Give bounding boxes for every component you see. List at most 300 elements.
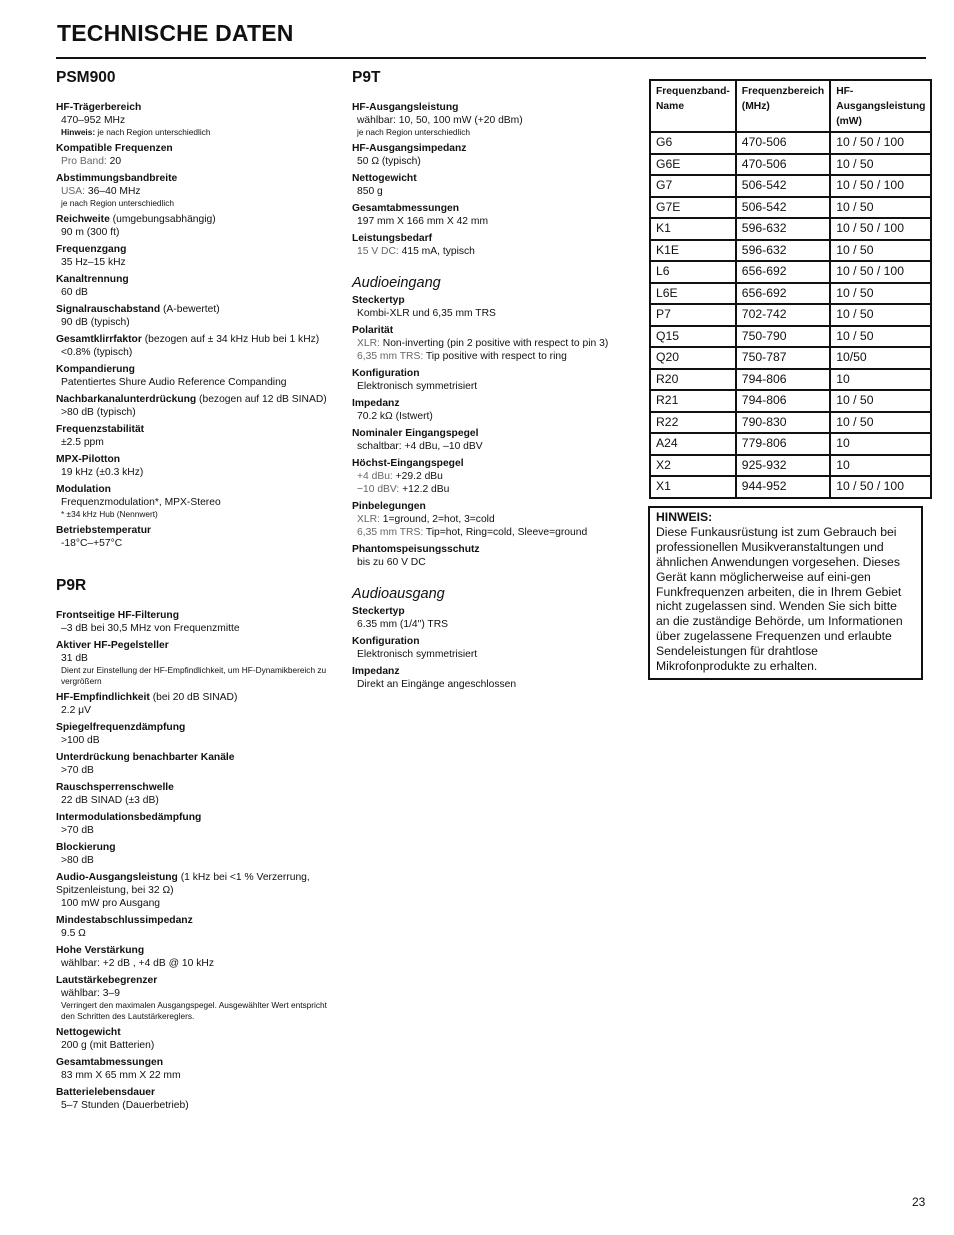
spec-value-text: 19 kHz (±0.3 kHz): [61, 467, 144, 478]
table-row: [650, 218, 931, 240]
spec-value: [352, 648, 637, 661]
spec-value: [56, 406, 334, 419]
spec-value: [352, 678, 637, 691]
spec-value-text: bis zu 60 V DC: [357, 557, 426, 568]
column-left: [56, 68, 334, 1116]
spec-value: [352, 380, 637, 393]
spec-value-text: Tip positive with respect to ring: [423, 351, 567, 362]
cell-frequency-range: 470-506: [736, 154, 830, 176]
spec-value-text: 60 dB: [61, 287, 88, 298]
spec-label-qualifier: (bezogen auf 12 dB SINAD): [196, 394, 327, 405]
spec-value-prefix: 6,35 mm TRS:: [357, 351, 424, 362]
spec-label-text: HF-Empfindlichkeit: [56, 692, 150, 703]
spec-label-text: Lautstärkebegrenzer: [56, 975, 158, 986]
spec-item: [56, 524, 334, 550]
cell-frequency-range: 596-632: [736, 218, 830, 240]
cell-rf-output-power: 10: [830, 433, 931, 455]
table-row: [650, 197, 931, 219]
spec-value-text: schaltbar: +4 dBu, –10 dBV: [357, 441, 483, 452]
table-row: [650, 261, 931, 283]
spec-item: [56, 781, 334, 807]
spec-note: [56, 1000, 334, 1022]
spec-value: [56, 436, 334, 449]
spec-label-text: Phantomspeisungsschutz: [352, 544, 480, 555]
spec-value: [352, 350, 637, 363]
spec-item: [56, 811, 334, 837]
cell-band-name: X2: [650, 455, 736, 477]
spec-item: [56, 639, 334, 687]
spec-label: [352, 427, 637, 440]
spec-note-text: * ±34 kHz Hub (Nennwert): [61, 509, 158, 519]
spec-note-text: je nach Region unterschiedlich: [95, 127, 211, 137]
cell-rf-output-power: 10 / 50 / 100: [830, 218, 931, 240]
spec-label-text: Reichweite: [56, 214, 110, 225]
spec-item: [56, 721, 334, 747]
spec-label-text: Betriebstemperatur: [56, 525, 151, 536]
spec-value: [56, 704, 334, 717]
spec-note-prefix: Hinweis:: [61, 127, 96, 137]
table-body: [650, 132, 931, 498]
page-title: TECHNISCHE DATEN: [57, 20, 294, 46]
spec-label-text: HF-Ausgangsleistung: [352, 102, 459, 113]
spec-value: [352, 185, 637, 198]
spec-label-text: Blockierung: [56, 842, 116, 853]
spec-value: [352, 410, 637, 423]
spec-label: [352, 101, 637, 114]
cell-band-name: Q15: [650, 326, 736, 348]
spec-value-text: wählbar: 3–9: [61, 988, 120, 999]
spec-value-text: Elektronisch symmetrisiert: [357, 381, 478, 392]
spec-value: [56, 226, 334, 239]
spec-label: [352, 202, 637, 215]
spec-label-qualifier: (bei 20 dB SINAD): [149, 692, 238, 703]
spec-item: [352, 543, 637, 569]
spec-label-qualifier: (A-bewertet): [160, 304, 220, 315]
spec-value-prefix: 6,35 mm TRS:: [357, 527, 424, 538]
spec-item: [56, 142, 334, 168]
spec-item: [352, 101, 637, 138]
notice-title: HINWEIS:: [656, 510, 713, 524]
spec-value-text: 6.35 mm (1/4") TRS: [357, 619, 449, 630]
spec-label-text: Nettogewicht: [56, 1027, 121, 1038]
spec-value: [56, 316, 334, 329]
spec-value-text: >80 dB: [61, 855, 94, 866]
spec-value-text: –3 dB bei 30,5 MHz von Frequenzmitte: [61, 623, 240, 634]
spec-item: [352, 324, 637, 363]
p9t-spec-list: [352, 101, 637, 258]
spec-label: [352, 367, 637, 380]
spec-value: [352, 245, 637, 258]
spec-value-text: 2.2 μV: [61, 705, 91, 716]
spec-value-text: >80 dB (typisch): [61, 407, 136, 418]
cell-band-name: G7: [650, 175, 736, 197]
spec-label: [352, 635, 637, 648]
spec-value: [56, 854, 334, 867]
spec-label-text: HF-Ausgangsimpedanz: [352, 143, 467, 154]
cell-frequency-range: 750-790: [736, 326, 830, 348]
spec-label: [352, 142, 637, 155]
spec-label: [352, 605, 637, 618]
spec-value-text: 90 m (300 ft): [61, 227, 120, 238]
spec-label-text: Kanaltrennung: [56, 274, 129, 285]
spec-label-text: Pinbelegungen: [352, 501, 426, 512]
spec-label-text: Gesamtabmessungen: [56, 1057, 164, 1068]
spec-label-text: Impedanz: [352, 398, 400, 409]
spec-value-text: 9.5 Ω: [61, 928, 86, 939]
spec-label-text: Intermodulationsbedämpfung: [56, 812, 202, 823]
table-row: [650, 476, 931, 498]
spec-label-text: Höchst-Eingangspegel: [352, 458, 464, 469]
spec-label: [56, 453, 334, 466]
notice-box: [648, 506, 923, 680]
table-row: [650, 369, 931, 391]
table-row: [650, 154, 931, 176]
spec-item: [56, 393, 334, 419]
cell-rf-output-power: 10 / 50: [830, 412, 931, 434]
spec-value-text: 35 Hz–15 kHz: [61, 257, 126, 268]
spec-label: [56, 213, 334, 226]
spec-value-text: 22 dB SINAD (±3 dB): [61, 795, 159, 806]
spec-label: [56, 811, 334, 824]
spec-label-text: Abstimmungsbandbreite: [56, 173, 178, 184]
spec-item: [352, 635, 637, 661]
spec-label-text: Steckertyp: [352, 606, 405, 617]
spec-label: [352, 500, 637, 513]
spec-value: [56, 376, 334, 389]
spec-label: [352, 665, 637, 678]
spec-label-text: Audio-Ausgangsleistung: [56, 872, 178, 883]
spec-value-text: >70 dB: [61, 765, 94, 776]
spec-value-text: 31 dB: [61, 653, 88, 664]
spec-item: [352, 427, 637, 453]
spec-label: [352, 232, 637, 245]
spec-item: [56, 691, 334, 717]
spec-item: [56, 303, 334, 329]
spec-item: [56, 483, 334, 520]
spec-item: [352, 172, 637, 198]
spec-value-text: Direkt an Eingänge angeschlossen: [357, 679, 517, 690]
spec-label-text: MPX-Pilotton: [56, 454, 121, 465]
spec-value-text: 470–952 MHz: [61, 115, 126, 126]
cell-band-name: L6E: [650, 283, 736, 305]
section-title-p9r: P9R: [56, 577, 87, 594]
cell-rf-output-power: 10 / 50: [830, 283, 931, 305]
spec-value: [56, 927, 334, 940]
spec-item: [56, 101, 334, 138]
spec-value: [56, 824, 334, 837]
cell-rf-output-power: 10 / 50: [830, 154, 931, 176]
frequency-band-table: [649, 79, 932, 499]
cell-frequency-range: 702-742: [736, 304, 830, 326]
spec-label: [56, 363, 334, 376]
spec-label: [56, 243, 334, 256]
cell-band-name: K1: [650, 218, 736, 240]
spec-label: [56, 974, 334, 987]
cell-rf-output-power: 10 / 50: [830, 390, 931, 412]
spec-label-text: Kompatible Frequenzen: [56, 143, 173, 154]
spec-value-text: 5–7 Stunden (Dauerbetrieb): [61, 1100, 189, 1111]
spec-label-qualifier: (1 kHz bei <1 % Verzerrung, Spitzenleistung, bei 32 Ω): [56, 872, 310, 896]
spec-value-prefix: 15 V DC:: [357, 246, 399, 257]
spec-label: [56, 142, 334, 155]
spec-label-text: Konfiguration: [352, 636, 420, 647]
spec-item: [352, 605, 637, 631]
spec-item: [56, 944, 334, 970]
cell-frequency-range: 944-952: [736, 476, 830, 498]
spec-value: [56, 286, 334, 299]
spec-value-text: Tip=hot, Ring=cold, Sleeve=ground: [423, 527, 588, 538]
cell-band-name: G6: [650, 132, 736, 154]
spec-value: [352, 470, 637, 483]
spec-value: [352, 337, 637, 350]
spec-label-text: Mindestabschlussimpedanz: [56, 915, 193, 926]
spec-label: [56, 944, 334, 957]
p9r-spec-list: [56, 609, 334, 1112]
spec-label: [352, 172, 637, 185]
spec-label-text: Polarität: [352, 325, 394, 336]
section-title-p9t: P9T: [352, 69, 381, 86]
table-row: [650, 175, 931, 197]
spec-label: [56, 609, 334, 622]
spec-item: [56, 423, 334, 449]
spec-value-text: Patentiertes Shure Audio Reference Companding: [61, 377, 287, 388]
spec-item: [352, 665, 637, 691]
cell-frequency-range: 656-692: [736, 283, 830, 305]
spec-value: [56, 256, 334, 269]
spec-value-text: >70 dB: [61, 825, 94, 836]
table-row: [650, 304, 931, 326]
subsection-title-audio-out: Audioausgang: [352, 586, 445, 602]
spec-item: [352, 367, 637, 393]
spec-value: [56, 622, 334, 635]
spec-value-text: Frequenzmodulation*, MPX-Stereo: [61, 497, 221, 508]
cell-rf-output-power: 10 / 50: [830, 197, 931, 219]
cell-frequency-range: 506-542: [736, 175, 830, 197]
spec-value: [352, 483, 637, 496]
spec-label: [56, 273, 334, 286]
spec-value: [352, 155, 637, 168]
spec-label: [56, 423, 334, 436]
spec-label: [352, 543, 637, 556]
cell-frequency-range: 779-806: [736, 433, 830, 455]
spec-label: [352, 457, 637, 470]
spec-value: [56, 764, 334, 777]
spec-value: [352, 556, 637, 569]
spec-item: [56, 841, 334, 867]
column-header-band-name: Frequenzband-Name: [650, 80, 736, 132]
cell-rf-output-power: 10/50: [830, 347, 931, 369]
cell-frequency-range: 506-542: [736, 197, 830, 219]
cell-band-name: G6E: [650, 154, 736, 176]
spec-label-text: Steckertyp: [352, 295, 405, 306]
spec-value-text: 20: [106, 156, 122, 167]
cell-band-name: R20: [650, 369, 736, 391]
spec-label: [56, 483, 334, 496]
cell-band-name: L6: [650, 261, 736, 283]
spec-item: [56, 273, 334, 299]
spec-value: [56, 155, 334, 168]
spec-label: [56, 914, 334, 927]
cell-rf-output-power: 10 / 50: [830, 240, 931, 262]
cell-band-name: G7E: [650, 197, 736, 219]
spec-note: [56, 127, 334, 138]
cell-frequency-range: 656-692: [736, 261, 830, 283]
spec-label-text: Aktiver HF-Pegelsteller: [56, 640, 169, 651]
spec-value-text: <0.8% (typisch): [61, 347, 133, 358]
spec-label-text: Gesamtabmessungen: [352, 203, 460, 214]
spec-item: [56, 333, 334, 359]
table-row: [650, 240, 931, 262]
spec-value-text: 197 mm X 166 mm X 42 mm: [357, 216, 489, 227]
spec-label-text: Modulation: [56, 484, 111, 495]
spec-label: [352, 294, 637, 307]
cell-frequency-range: 790-830: [736, 412, 830, 434]
spec-value-text: 36–40 MHz: [85, 186, 141, 197]
spec-value: [352, 526, 637, 539]
subsection-title-audio-in: Audioeingang: [352, 275, 441, 291]
spec-note: [56, 509, 334, 520]
cell-rf-output-power: 10 / 50: [830, 326, 931, 348]
spec-item: [56, 1056, 334, 1082]
spec-value-text: 83 mm X 65 mm X 22 mm: [61, 1070, 181, 1081]
spec-value: [56, 652, 334, 665]
spec-label-text: Signalrauschabstand: [56, 304, 161, 315]
spec-value: [56, 496, 334, 509]
spec-value: [56, 794, 334, 807]
spec-item: [56, 751, 334, 777]
spec-label-qualifier: (bezogen auf ± 34 kHz Hub bei 1 kHz): [141, 334, 320, 345]
spec-item: [352, 202, 637, 228]
spec-value: [56, 537, 334, 550]
spec-value: [56, 1069, 334, 1082]
column-header-rf-output-power: HF-Ausgangsleistung (mW): [830, 80, 931, 132]
notice-text: Diese Funkausrüstung ist zum Gebrauch bei professionellen Musikveranstaltungen und ähnlichen Anwendungen vorgesehen. Dieses Gerät kann möglicherweise auf eini-gen Funkfrequenzen arbeiten, die in Ihrem Gebiet nicht zugelassen sind. Wenden Sie sich bitte an die zuständige Behörde, um Informationen über zugelassene Frequenzen und erlaubte Sendeleistungen für drahtlose Mikrofonprodukte zu erhalten.: [656, 524, 903, 674]
spec-item: [56, 243, 334, 269]
spec-value-prefix: Pro Band:: [61, 156, 107, 167]
spec-value: [352, 618, 637, 631]
cell-frequency-range: 794-806: [736, 390, 830, 412]
spec-item: [56, 1026, 334, 1052]
spec-label-text: Unterdrückung benachbarter Kanäle: [56, 752, 235, 763]
table-row: [650, 132, 931, 154]
spec-value-text: Kombi-XLR und 6,35 mm TRS: [357, 308, 496, 319]
spec-note-text: Dient zur Einstellung der HF-Empfindlichkeit, um HF-Dynamikbereich zu vergrößern: [61, 665, 327, 686]
spec-value-text: 100 mW pro Ausgang: [61, 898, 161, 909]
psm900-spec-list: [56, 101, 334, 550]
spec-value: [56, 734, 334, 747]
spec-label: [56, 721, 334, 734]
spec-value-text: +29.2 dBu: [392, 471, 443, 482]
spec-label: [352, 324, 637, 337]
spec-label-text: Batterielebensdauer: [56, 1087, 156, 1098]
spec-item: [56, 974, 334, 1022]
spec-value: [352, 307, 637, 320]
cell-rf-output-power: 10: [830, 369, 931, 391]
spec-value-text: Elektronisch symmetrisiert: [357, 649, 478, 660]
spec-label: [56, 524, 334, 537]
spec-item: [56, 1086, 334, 1112]
spec-value: [352, 440, 637, 453]
spec-label: [56, 639, 334, 652]
spec-label-text: Nominaler Eingangspegel: [352, 428, 479, 439]
cell-frequency-range: 596-632: [736, 240, 830, 262]
spec-value: [56, 987, 334, 1000]
cell-band-name: R21: [650, 390, 736, 412]
spec-item: [352, 142, 637, 168]
spec-item: [352, 294, 637, 320]
spec-item: [352, 232, 637, 258]
spec-label: [56, 303, 334, 316]
spec-label-text: Impedanz: [352, 666, 400, 677]
spec-label: [56, 1056, 334, 1069]
spec-item: [56, 609, 334, 635]
spec-value: [56, 346, 334, 359]
table-row: [650, 283, 931, 305]
spec-item: [56, 914, 334, 940]
cell-rf-output-power: 10 / 50 / 100: [830, 476, 931, 498]
spec-label: [56, 751, 334, 764]
table-row: [650, 390, 931, 412]
section-title-psm900: PSM900: [56, 69, 116, 86]
spec-label-text: Frequenzgang: [56, 244, 127, 255]
spec-note: [352, 127, 637, 138]
spec-item: [56, 213, 334, 239]
spec-item: [56, 871, 334, 910]
spec-value: [56, 114, 334, 127]
spec-value-text: ±2.5 ppm: [61, 437, 104, 448]
spec-value-prefix: +4 dBu:: [357, 471, 393, 482]
spec-value-text: +12.2 dBu: [399, 484, 450, 495]
spec-value: [352, 215, 637, 228]
spec-label: [56, 691, 334, 704]
table-row: [650, 455, 931, 477]
spec-value-text: 50 Ω (typisch): [357, 156, 421, 167]
page-number: 23: [912, 1195, 926, 1209]
spec-value: [56, 185, 334, 198]
cell-frequency-range: 925-932: [736, 455, 830, 477]
spec-value-prefix: XLR:: [357, 338, 380, 349]
spec-label-text: Konfiguration: [352, 368, 420, 379]
cell-band-name: P7: [650, 304, 736, 326]
column-header-frequency-range: Frequenzbereich (MHz): [736, 80, 830, 132]
spec-value-text: 70.2 kΩ (Istwert): [357, 411, 433, 422]
cell-frequency-range: 794-806: [736, 369, 830, 391]
spec-value-text: wählbar: +2 dB , +4 dB @ 10 kHz: [61, 958, 214, 969]
spec-value: [56, 466, 334, 479]
table-header-row: [650, 80, 931, 132]
cell-band-name: Q20: [650, 347, 736, 369]
spec-value-prefix: USA:: [61, 186, 86, 197]
spec-label: [352, 397, 637, 410]
cell-rf-output-power: 10 / 50 / 100: [830, 261, 931, 283]
cell-band-name: K1E: [650, 240, 736, 262]
spec-value-text: 415 mA, typisch: [398, 246, 475, 257]
spec-label-qualifier: (umgebungsabhängig): [109, 214, 216, 225]
column-middle: [352, 68, 637, 695]
spec-value-text: 850 g: [357, 186, 383, 197]
spec-label: [56, 781, 334, 794]
spec-note: [56, 198, 334, 209]
spec-value-text: Non-inverting (pin 2 positive with respect to pin 3): [379, 338, 609, 349]
spec-item: [56, 363, 334, 389]
spec-label-text: Spiegelfrequenzdämpfung: [56, 722, 186, 733]
spec-label-text: Frequenzstabilität: [56, 424, 145, 435]
spec-item: [56, 172, 334, 209]
cell-band-name: R22: [650, 412, 736, 434]
spec-label: [56, 172, 334, 185]
spec-label: [56, 841, 334, 854]
table-row: [650, 347, 931, 369]
